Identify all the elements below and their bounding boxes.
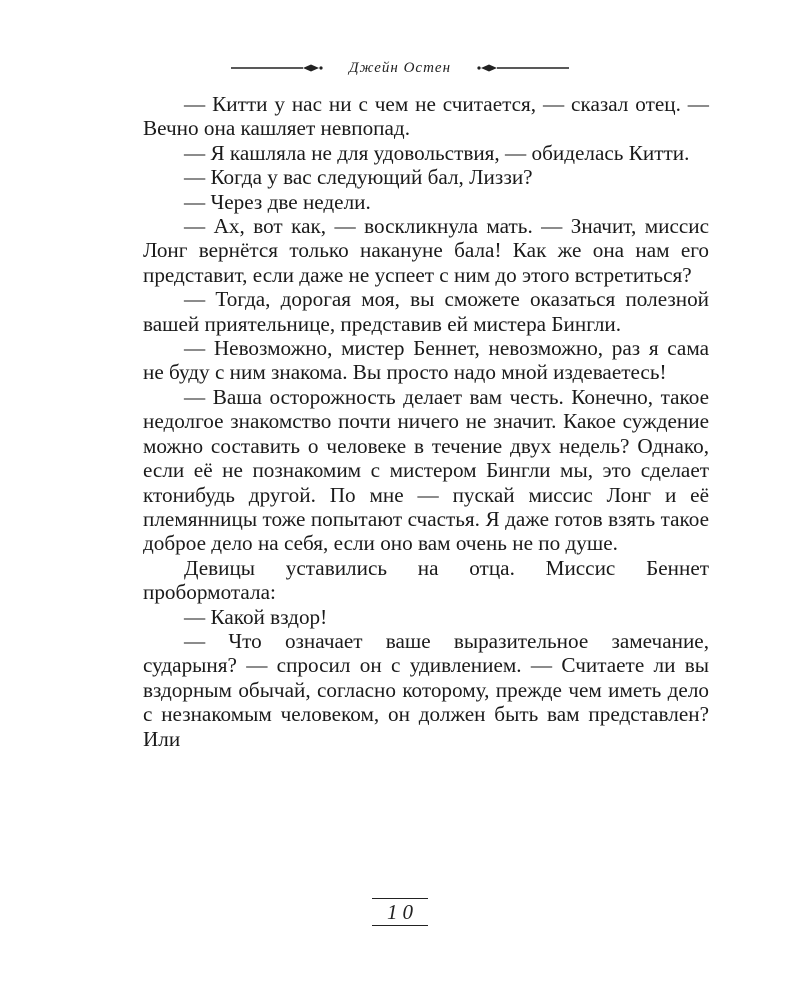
paragraph: — Ваша осторожность делает вам честь. Конечно, такое недолгое знакомство почти ничего не значит. Какое суждение можно составить о человеке в течение двух недель? Однако, если её не познакомим с мистером Бингли мы, это сделает ктонибудь другой. По мне — пускай миссис Лонг и её племянницы тоже попытают счастья. Я даже готов взять такое доброе дело на себя, если оно вам очень не по душе. (143, 384, 709, 556)
left-ornament-icon (231, 62, 323, 74)
paragraph: — Тогда, дорогая моя, вы сможете оказаться полезной вашей приятельнице, представив ей мистера Бингли. (143, 287, 709, 336)
page-footer (0, 898, 800, 926)
running-header (0, 56, 800, 80)
paragraph: — Невозможно, мистер Беннет, невозможно, раз я сама не буду с ним знакома. Вы просто надо мной издеваетесь! (143, 336, 709, 385)
paragraph: — Я кашляла не для удовольствия, — обиделась Китти. (184, 140, 690, 165)
paragraph: — Ах, вот как, — воскликнула мать. — Значит, миссис Лонг вернётся только накануне бала! Как же она нам его представит, если даже не успеет с ним до этого встретиться? (143, 214, 709, 287)
paragraph: — Что означает ваше выразительное замечание, сударыня? — спросил он с удивлением. — Считаете ли вы вздорным обычай, согласно которому, прежде чем иметь дело с незнакомым человеком, он должен быть вам представлен? Или (143, 628, 709, 751)
right-ornament-icon (477, 62, 569, 74)
paragraph: — Когда у вас следующий бал, Лиззи? (184, 165, 533, 190)
body-text (143, 92, 709, 751)
running-title: Джейн Остен (348, 59, 452, 76)
paragraph: Девицы уставились на отца. Миссис Беннет пробормотала: (143, 555, 709, 605)
paragraph: — Через две недели. (184, 189, 371, 214)
paragraph: — Какой вздор! (184, 604, 328, 629)
bottom-rule (372, 925, 428, 926)
paragraph: — Китти у нас ни с чем не считается, — сказал отец. — Вечно она кашляет невпопад. (143, 92, 709, 141)
page-number: 10 (387, 900, 418, 924)
